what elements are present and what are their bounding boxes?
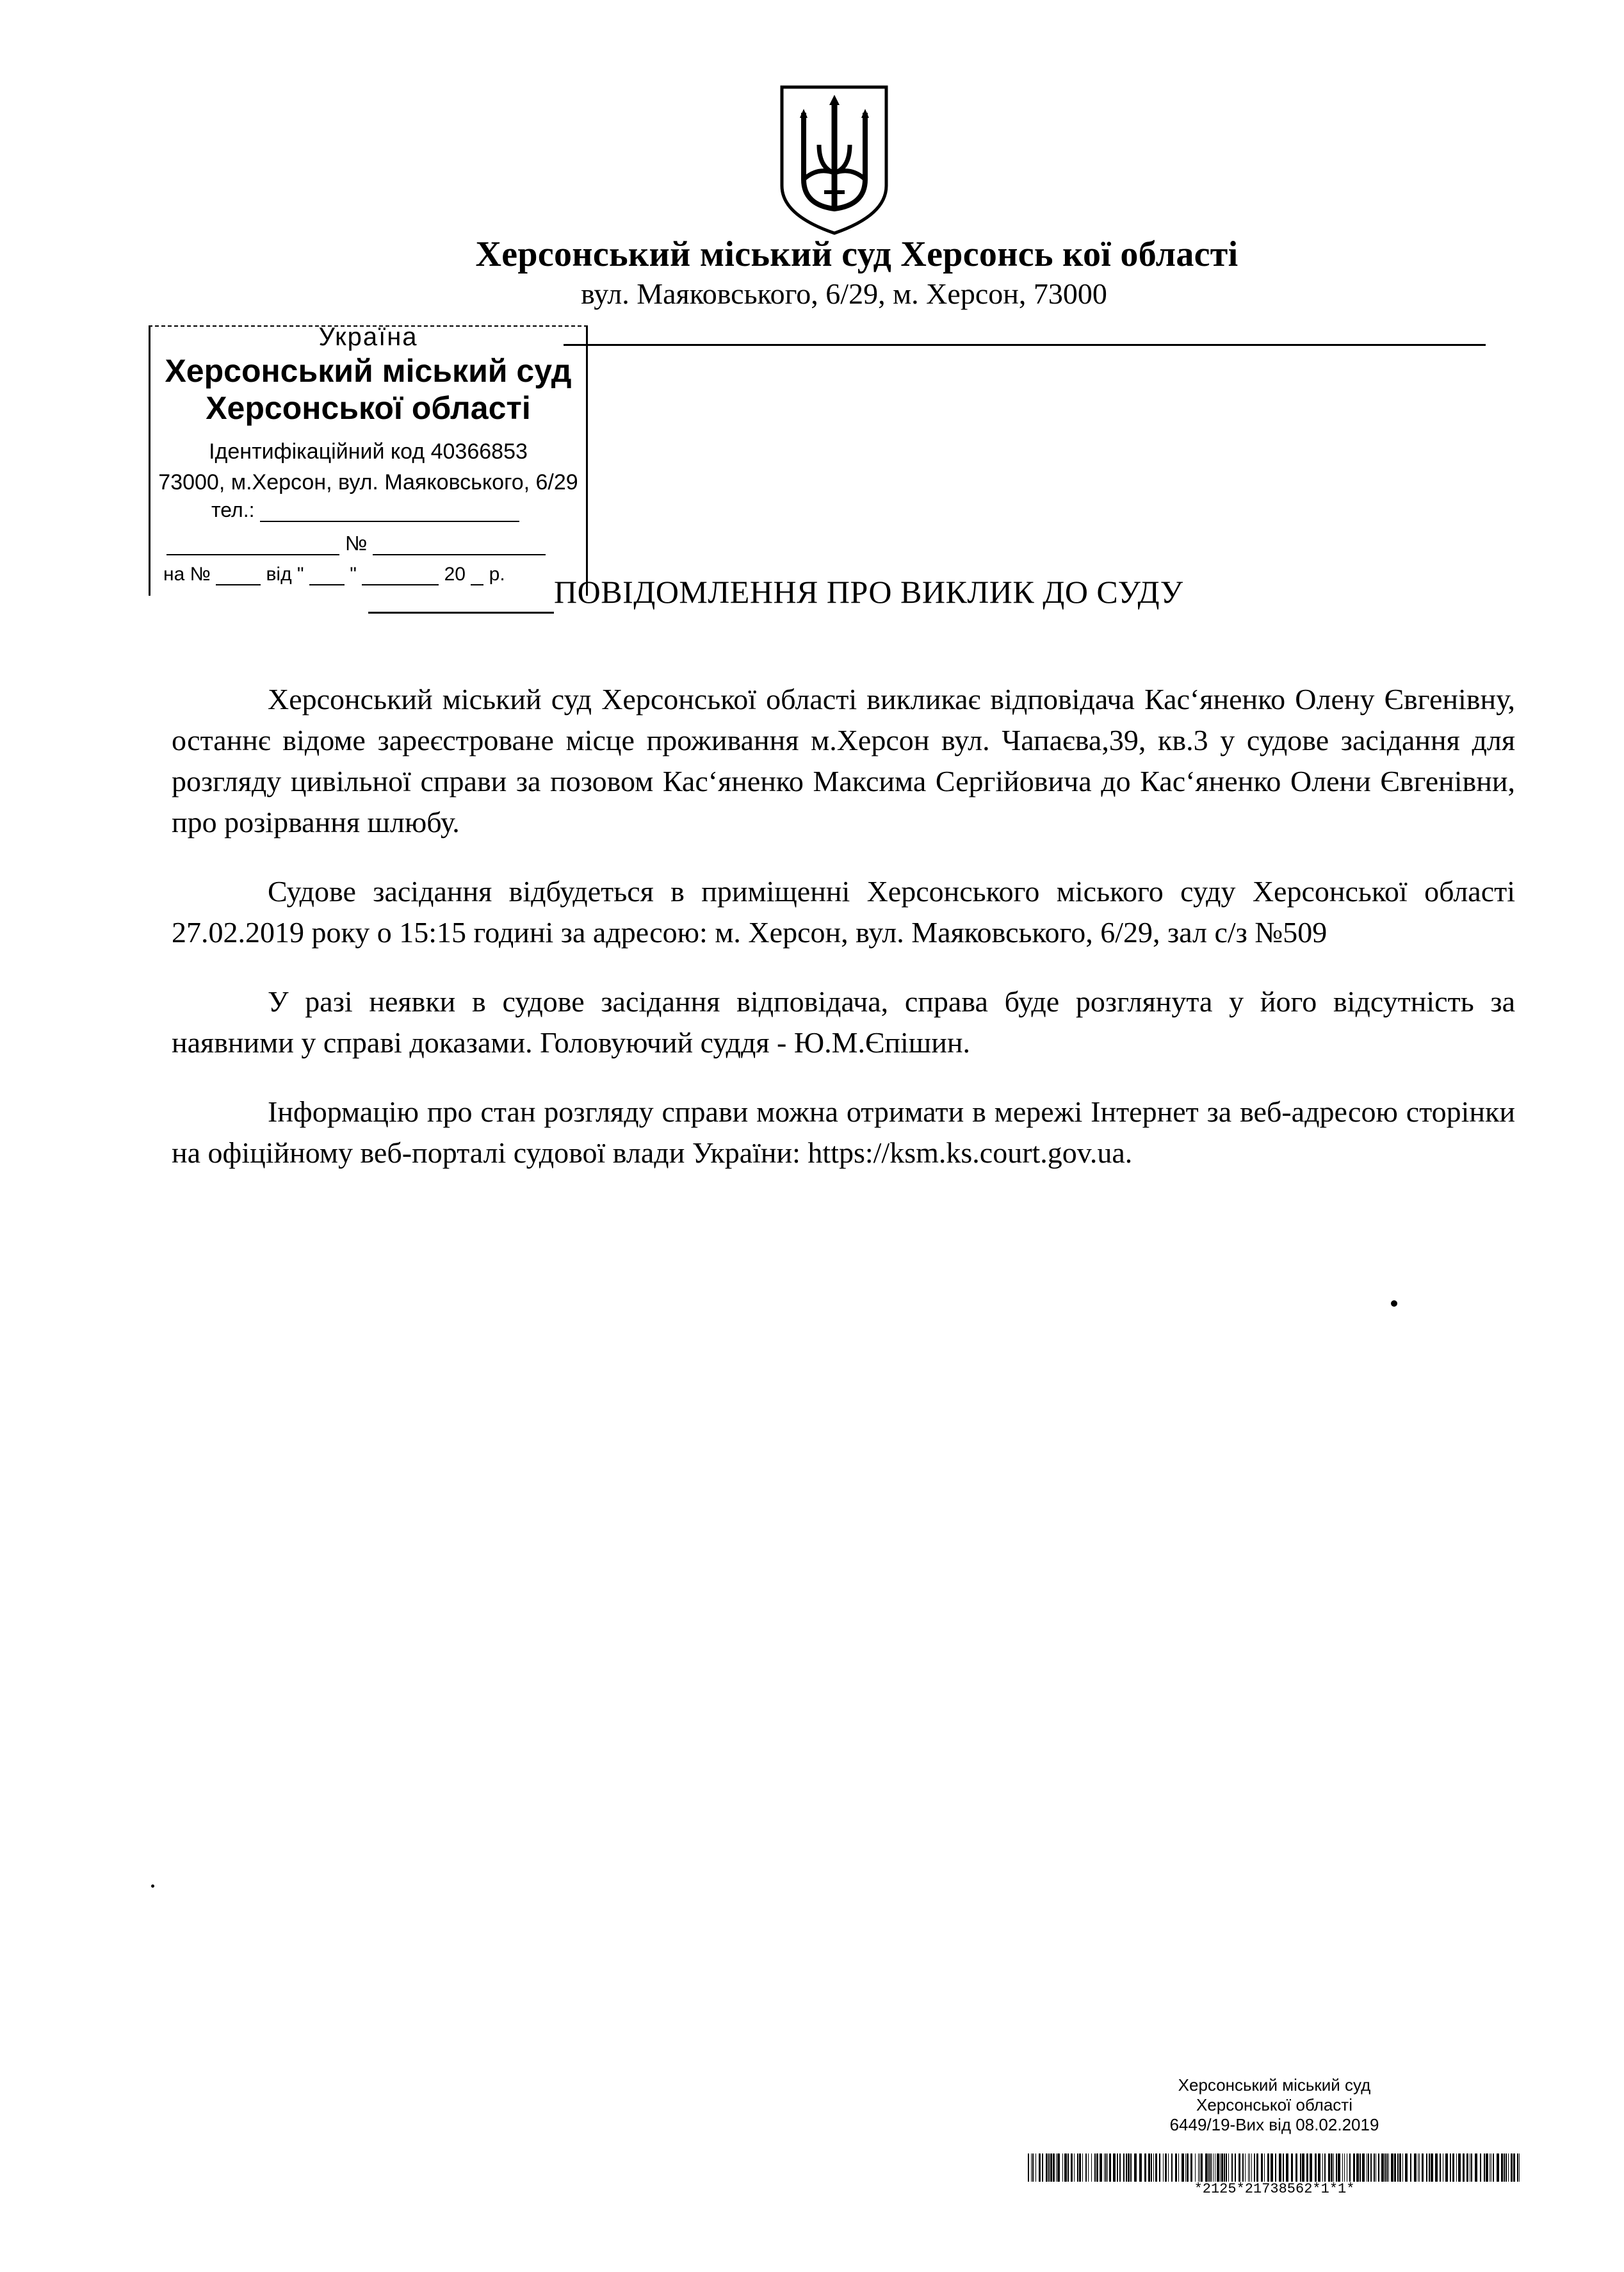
barcode-bar	[1224, 2153, 1225, 2182]
barcode-bar	[1187, 2153, 1189, 2182]
barcode-bar	[1399, 2153, 1401, 2182]
barcode-bar	[1071, 2153, 1073, 2182]
barcode-bar	[1077, 2153, 1078, 2182]
barcode-bar	[1119, 2153, 1121, 2182]
barcode-bar	[1217, 2153, 1219, 2182]
barcode-bar	[1226, 2153, 1227, 2182]
registry-region: Херсонської області	[1196, 2095, 1352, 2114]
barcode	[1028, 2153, 1524, 2182]
barcode-bar	[1440, 2153, 1441, 2182]
barcode-bar	[1048, 2153, 1050, 2182]
barcode-bar	[1283, 2153, 1284, 2182]
barcode-bar	[1463, 2153, 1465, 2182]
barcode-bar	[1185, 2153, 1186, 2182]
barcode-bar	[1356, 2153, 1359, 2182]
coat-of-arms-icon	[778, 83, 890, 237]
barcode-bar	[1486, 2153, 1488, 2182]
barcode-bar	[1096, 2153, 1098, 2182]
barcode-bar	[1079, 2153, 1081, 2182]
stamp-number-blank	[373, 535, 546, 555]
barcode-bar	[1497, 2153, 1499, 2182]
stamp-from-label: від	[266, 564, 292, 585]
notice-paragraph-absence: У разі неявки в судове засідання відповідача, справа буде розглянута у його відсутність за наявними у справі доказами. Головуючий суддя - Ю.М.Єпішин.	[172, 985, 1515, 1059]
barcode-bar	[1210, 2153, 1212, 2182]
barcode-bar	[1504, 2153, 1505, 2182]
barcode-bar	[1384, 2153, 1386, 2182]
barcode-bar	[1429, 2153, 1430, 2182]
title-underline	[368, 612, 554, 614]
barcode-bar	[1031, 2153, 1032, 2182]
barcode-bar	[1452, 2153, 1454, 2182]
scan-speck	[151, 1884, 154, 1888]
barcode-bar	[1501, 2153, 1503, 2182]
barcode-bar	[1353, 2153, 1355, 2182]
barcode-bar	[1046, 2153, 1048, 2182]
registry-label	[1140, 2075, 1409, 2135]
barcode-bar	[1109, 2153, 1111, 2182]
barcode-bar	[1208, 2153, 1210, 2182]
barcode-bar	[1130, 2153, 1132, 2182]
barcode-bar	[1056, 2153, 1057, 2182]
barcode-bar	[1256, 2153, 1258, 2182]
barcode-bar	[1493, 2153, 1494, 2182]
barcode-bar	[1275, 2153, 1276, 2182]
barcode-bar	[1456, 2153, 1457, 2182]
barcode-bar	[1261, 2153, 1263, 2182]
barcode-bar	[1155, 2153, 1157, 2182]
barcode-bar	[1039, 2153, 1041, 2182]
barcode-bar	[1291, 2153, 1293, 2182]
barcode-bar	[1134, 2153, 1137, 2182]
barcode-bar	[1310, 2153, 1312, 2182]
barcode-bar	[1315, 2153, 1317, 2182]
barcode-bar	[1480, 2153, 1481, 2182]
barcode-bar	[1238, 2153, 1240, 2182]
barcode-bar	[1368, 2153, 1369, 2182]
barcode-bar	[1381, 2153, 1384, 2182]
barcode-bar	[1300, 2153, 1301, 2182]
barcode-bar	[1517, 2153, 1518, 2182]
barcode-bar	[1068, 2153, 1069, 2182]
notice-title: ПОВІДОМЛЕННЯ ПРО ВИКЛИК ДО СУДУ	[554, 574, 1183, 610]
barcode-bar	[1295, 2153, 1297, 2182]
barcode-bar	[1105, 2153, 1107, 2182]
barcode-bar	[1397, 2153, 1399, 2182]
barcode-bar	[1165, 2153, 1167, 2182]
notice-paragraph-summons: Херсонський міський суд Херсонської області викликає відповідача Кас‘яненко Олену Євгенівну, останнє відоме зареєстроване місце проживання м.Херсон вул. Чапаєва,39, кв.3 у судове засідання для розгляду цивільної справи за позовом Кас‘яненко Максима Сергійовича до Кас‘яненко Олени Євгенівни, про розірвання шлюбу.	[172, 683, 1515, 838]
barcode-bar	[1198, 2153, 1199, 2182]
stamp-date-blank	[166, 535, 339, 555]
barcode-bar	[1254, 2153, 1255, 2182]
barcode-bar	[1286, 2153, 1288, 2182]
barcode-bar	[1279, 2153, 1281, 2182]
barcode-bar	[1374, 2153, 1375, 2182]
barcode-bar	[1342, 2153, 1343, 2182]
barcode-bar	[1178, 2153, 1179, 2182]
barcode-bar	[1094, 2153, 1096, 2182]
barcode-bar	[1107, 2153, 1108, 2182]
barcode-bar	[1336, 2153, 1337, 2182]
barcode-bar	[1032, 2153, 1034, 2182]
barcode-bar	[1484, 2153, 1485, 2182]
barcode-bar	[1091, 2153, 1092, 2182]
barcode-bar	[1117, 2153, 1118, 2182]
barcode-bar	[1245, 2153, 1246, 2182]
barcode-bar	[1053, 2153, 1055, 2182]
stamp-day-blank	[309, 565, 345, 585]
stamp-id-code: Ідентифікаційний код 40366853	[209, 439, 528, 464]
barcode-bar	[1057, 2153, 1060, 2182]
stamp-month-blank	[362, 565, 439, 585]
barcode-bar	[1113, 2153, 1116, 2182]
barcode-bar	[1318, 2153, 1320, 2182]
barcode-bar	[1175, 2153, 1177, 2182]
barcode-bar	[1144, 2153, 1146, 2182]
barcode-bar	[1445, 2153, 1448, 2182]
stamp-year-prefix: 20	[444, 564, 466, 585]
barcode-bar	[1386, 2153, 1388, 2182]
stamp-year-suffix: р.	[489, 564, 505, 585]
barcode-bar	[1050, 2153, 1052, 2182]
barcode-bar	[1151, 2153, 1152, 2182]
notice-paragraph-hearing: Судове засідання відбудеться в приміщенні Херсонського міського суду Херсонської області 27.02.2019 року о 15:15 годині за адресою: м. Херсон, вул. Маяковського, 6/29, зал с/з №509	[172, 875, 1515, 949]
barcode-bar	[1171, 2153, 1173, 2182]
barcode-bar	[1513, 2153, 1515, 2182]
barcode-bar	[1511, 2153, 1513, 2182]
stamp-quote-open: "	[296, 564, 304, 585]
stamp-reference-line	[163, 564, 505, 585]
barcode-bar	[1205, 2153, 1208, 2182]
barcode-bar	[1328, 2153, 1330, 2182]
barcode-bar	[1201, 2153, 1203, 2182]
barcode-bar	[1475, 2153, 1477, 2182]
barcode-bar	[1362, 2153, 1365, 2182]
scan-speck	[1391, 1300, 1397, 1307]
barcode-bar	[1085, 2153, 1087, 2182]
barcode-bar	[1035, 2153, 1036, 2182]
barcode-bar	[1410, 2153, 1411, 2182]
barcode-bar	[1248, 2153, 1249, 2182]
barcode-bar	[1324, 2153, 1326, 2182]
stamp-phone-line	[211, 498, 519, 522]
barcode-text: *2125*21738562*1*1*	[1194, 2181, 1355, 2193]
court-title: Херсонський міський суд Херсонсь кої області	[475, 234, 1238, 274]
barcode-bar	[1506, 2153, 1507, 2182]
barcode-bar	[1405, 2153, 1408, 2182]
barcode-bar	[1126, 2153, 1127, 2182]
barcode-bar	[1378, 2153, 1379, 2182]
stamp-year-blank	[471, 565, 483, 585]
barcode-bar	[1062, 2153, 1063, 2182]
barcode-bar	[1331, 2153, 1333, 2182]
barcode-bar	[1426, 2153, 1427, 2182]
barcode-bar	[1333, 2153, 1334, 2182]
barcode-bar	[1128, 2153, 1130, 2182]
barcode-bar	[1139, 2153, 1142, 2182]
barcode-bar	[1213, 2153, 1214, 2182]
barcode-bar	[1181, 2153, 1184, 2182]
barcode-bar	[1100, 2153, 1102, 2182]
barcode-bar	[1322, 2153, 1323, 2182]
barcode-bar	[1123, 2153, 1125, 2182]
barcode-bar	[1519, 2153, 1520, 2182]
barcode-bar	[1235, 2153, 1236, 2182]
barcode-bar	[1431, 2153, 1433, 2182]
barcode-bar	[1104, 2153, 1105, 2182]
barcode-bar	[1159, 2153, 1160, 2182]
stamp-phone-blank	[260, 502, 519, 522]
court-address: вул. Маяковського, 6/29, м. Херсон, 73000	[581, 277, 1107, 310]
barcode-bar	[1195, 2153, 1196, 2182]
barcode-bar	[1435, 2153, 1438, 2182]
barcode-bar	[1220, 2153, 1221, 2182]
barcode-bar	[1414, 2153, 1417, 2182]
barcode-bar	[1168, 2153, 1169, 2182]
stamp-quote-close: "	[350, 564, 357, 585]
barcode-bar	[1228, 2153, 1229, 2182]
barcode-bar	[1163, 2153, 1164, 2182]
barcode-bar	[1306, 2153, 1308, 2182]
notice-body	[172, 679, 1515, 1202]
barcode-bar	[1360, 2153, 1361, 2182]
registry-court-name: Херсонський міський суд	[1178, 2075, 1371, 2095]
stamp-address: 73000, м.Херсон, вул. Маяковського, 6/29	[158, 470, 578, 494]
barcode-bar	[1221, 2153, 1223, 2182]
barcode-bar	[1271, 2153, 1273, 2182]
barcode-bar	[1148, 2153, 1150, 2182]
stamp-phone-label: тел.:	[211, 498, 255, 521]
barcode-bar	[1419, 2153, 1420, 2182]
barcode-bar	[1370, 2153, 1372, 2182]
stamp-country: Україна	[318, 323, 418, 351]
stamp-ref-blank	[216, 565, 261, 585]
stamp-number-label: №	[345, 532, 368, 555]
barcode-bar	[1458, 2153, 1461, 2182]
barcode-bar	[1082, 2153, 1083, 2182]
barcode-bar	[1242, 2153, 1244, 2182]
registry-outgoing-number: 6449/19-Вих від 08.02.2019	[1169, 2115, 1379, 2134]
barcode-bar	[1402, 2153, 1403, 2182]
barcode-bar	[1267, 2153, 1269, 2182]
barcode-bar	[1088, 2153, 1089, 2182]
outgoing-stamp	[149, 325, 588, 596]
barcode-bar	[1249, 2153, 1250, 2182]
barcode-bar	[1349, 2153, 1351, 2182]
barcode-bar	[1422, 2153, 1424, 2182]
barcode-bar	[1302, 2153, 1304, 2182]
barcode-bar	[1251, 2153, 1252, 2182]
barcode-bar	[1466, 2153, 1468, 2182]
barcode-bar	[1190, 2153, 1192, 2182]
notice-paragraph-info: Інформацію про стан розгляду справи можна отримати в мережі Інтернет за веб-адресою сторінки на офіційному веб-порталі судової влади України: https://ksm.ks.court.gov.ua.	[172, 1095, 1515, 1169]
barcode-bar	[1450, 2153, 1451, 2182]
stamp-court-name: Херсонський міський суд Херсонської області	[165, 353, 572, 426]
header-divider	[564, 344, 1486, 346]
barcode-bar	[1391, 2153, 1393, 2182]
barcode-bar	[1344, 2153, 1345, 2182]
barcode-bar	[1394, 2153, 1396, 2182]
barcode-bar	[1199, 2153, 1200, 2182]
barcode-bar	[1338, 2153, 1340, 2182]
barcode-bar	[1042, 2153, 1043, 2182]
barcode-bar	[1264, 2153, 1265, 2182]
barcode-bar	[1508, 2153, 1509, 2182]
barcode-bar	[1471, 2153, 1472, 2182]
barcode-bar	[1028, 2153, 1029, 2182]
stamp-number-line	[166, 532, 546, 555]
barcode-bar	[1153, 2153, 1154, 2182]
barcode-bar	[1074, 2153, 1075, 2182]
barcode-bar	[1388, 2153, 1389, 2182]
barcode-bar	[1064, 2153, 1067, 2182]
barcode-bar	[1231, 2153, 1233, 2182]
stamp-ref-label: на №	[163, 564, 211, 585]
